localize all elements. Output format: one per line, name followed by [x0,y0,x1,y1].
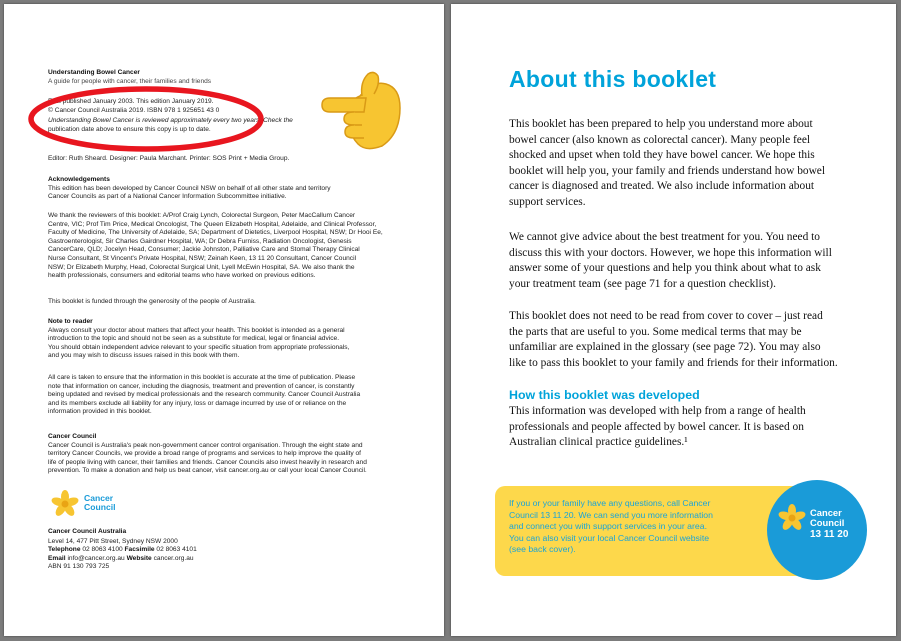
note-line: introduction to the topic and should not be seen as a substitute for medical, legal or financial advice. [48,335,340,343]
paragraph-intro: This booklet has been prepared to help you understand more about bowel cancer (also known as colorectal cancer). Many people feel shocked and upset when told they have bowel cancer. We hope this booklet will help you, your family and friends understand how bowel cancer is diagnosed and treated. We also include information about support services. [509,118,826,208]
paragraph-advice: We cannot give advice about the best treatment for you. You need to discuss this with your doctors. However, we hope this information will answer some of your questions and help you think about what to ask your treatment team (see page 71 for a question checklist). [509,231,832,290]
org-name: Cancer Council Australia [48,528,127,535]
credits-line [48,155,418,164]
acknowledgements-block [48,176,418,202]
paragraph-development: This information was developed with help from a range of health professionals and people affected by bowel cancer. It is based on Australian clinical practice guidelines.¹ [509,405,806,449]
badge-word-council: Council [810,517,845,528]
ack-line: Cancer Councils as part of a National Cancer Information Subcommittee initiative. [48,193,287,201]
reviewers-line: CancerCare, QLD; Jocelyn Head, Consumer; Jackie Johnston, Palliative Care and Stomal Therapy Clinical [48,246,360,254]
cc-line: life of people living with cancer, their families and friends. Cancer Councils also invest heavily in research and [48,458,367,466]
phone-line [48,546,418,555]
logo-word-cancer: Cancer [84,493,114,503]
pointing-hand-icon [316,62,408,154]
review-note-2: publication date above to ensure this copy is up to date. [48,125,211,133]
care-block [48,374,418,417]
fax-value: 02 8063 4101 [156,546,197,554]
page-title: About this booklet [509,66,717,92]
note-line: Always consult your doctor about matters that affect your health. This booklet is intended as a general [48,326,345,334]
cc-line: Cancer Council is Australia's peak non-government cancer control organisation. Through the eight state and [48,441,363,449]
reviewers-line: Nurse Consultant, St Vincent's Private Hospital, NSW; Zeinah Keen, 13 11 20 Consultant, Cancer Council [48,254,357,262]
care-line: information provided in this booklet. [48,408,152,416]
cancer-council-block [48,433,418,476]
logo-word-council: Council [84,502,116,512]
review-note-1: Understanding Bowel Cancer is reviewed approximately every two years. Check the [48,117,293,125]
paragraph-reading: This booklet does not need to be read from cover to cover – just read the parts that are useful to you. Some medical terms that may be unfamiliar are explained in the glossary (see page 72). You may also like to pass this booklet to your family and friends for their information. [509,310,838,369]
copyright-line: © Cancer Council Australia 2019. ISBN 978 1 925651 43 0 [48,106,220,114]
red-ellipse-annotation [26,84,266,154]
daffodil-logo-icon [48,488,82,522]
fax-label: Facsimile [124,546,155,554]
contact-block [48,528,418,572]
badge-phone-number: 13 11 20 [810,529,849,540]
email-value[interactable]: info@cancer.org.au [67,554,125,562]
email-line [48,555,418,564]
website-label: Website [126,554,152,562]
note-line: and you may wish to discuss issues raised in this book with them. [48,352,240,360]
booklet-subtitle: A guide for people with cancer, their families and friends [48,77,212,85]
care-line: being updated and revised by medical professionals and the research community. Cancer Council Australia [48,391,361,399]
phone-label: Telephone [48,546,81,554]
note-heading: Note to reader [48,318,93,325]
abn: ABN 91 130 793 725 [48,563,110,571]
cc-heading: Cancer Council [48,433,97,440]
edition-line: First published January 2003. This edition January 2019. [48,98,214,105]
funded-text: This booklet is funded through the generosity of the people of Australia. [48,298,256,305]
section-heading: How this booklet was developed [509,388,700,402]
right-page [451,4,896,636]
reviewers-line: NSW; Dr Elizabeth Murphy, Head, Colorectal Surgical Unit, Lyell McEwin Hospital, SA. We also thank the [48,263,355,271]
cancer-council-logo [48,488,138,522]
ack-heading: Acknowledgements [48,176,110,183]
credits-text: Editor: Ruth Sheard. Designer: Paula Marchant. Printer: SOS Print + Media Group. [48,155,290,162]
note-to-reader-block [48,318,418,361]
booklet-title: Understanding Bowel Cancer [48,69,140,76]
help-callout [495,486,849,576]
reviewers-line: Centre, VIC; Prof Tim Price, Medical Oncologist, The Queen Elizabeth Hospital, Adelaide, and Clinical Professor, [48,220,377,228]
badge-word-cancer: Cancer [810,507,842,518]
helpline-logo-badge [767,480,867,580]
funded-line [48,298,418,307]
address: Level 14, 477 Pitt Street, Sydney NSW 2000 [48,537,178,545]
callout-text: If you or your family have any questions, call Cancer Council 13 11 20. We can send you more information and connect you with support services in your area. You can also visit your local Cancer Council website (see back cover). [509,498,713,555]
care-line: All care is taken to ensure that the information in this booklet is accurate at the time of publication. Please [48,374,356,381]
reviewers-line: Gastroenterologist, Sir Charles Gairdner Hospital, WA; Dr Debra Furniss, Radiation Oncologist, Genesis [48,237,352,245]
note-line: You should obtain independent advice relevant to your specific situation from appropriate professionals, [48,343,350,351]
left-page [4,4,444,636]
reviewers-line: We thank the reviewers of this booklet: A/Prof Craig Lynch, Colorectal Surgeon, Peter MacCallum Cancer [48,212,356,219]
email-label: Email [48,554,66,562]
reviewers-block [48,212,418,281]
care-line: and its members exclude all liability for any injury, loss or damage incurred by use of or reliance on the [48,399,347,407]
reviewers-line: Faculty of Medicine, The University of Adelaide, SA; Department of Dietetics, Liverpool Hospital, NSW; Dr Hooi Ee, [48,229,383,237]
website-value[interactable]: cancer.org.au [153,554,194,562]
care-line: note that information on cancer, including the diagnosis, treatment and prevention of cancer, is constantly [48,382,355,390]
cc-line: territory Cancer Councils, we provide a broad range of programs and services to help improve the quality of [48,450,361,458]
ack-line: This edition has been developed by Cancer Council NSW on behalf of all other state and territory [48,184,331,192]
cc-line: prevention. To make a donation and help us beat cancer, visit cancer.org.au or call your local Cancer Council. [48,467,367,475]
phone-value: 02 8063 4100 [82,546,123,554]
daffodil-logo-icon [775,502,809,536]
reviewers-line: health professionals, consumers and editorial teams who have worked on previous editions. [48,272,316,280]
